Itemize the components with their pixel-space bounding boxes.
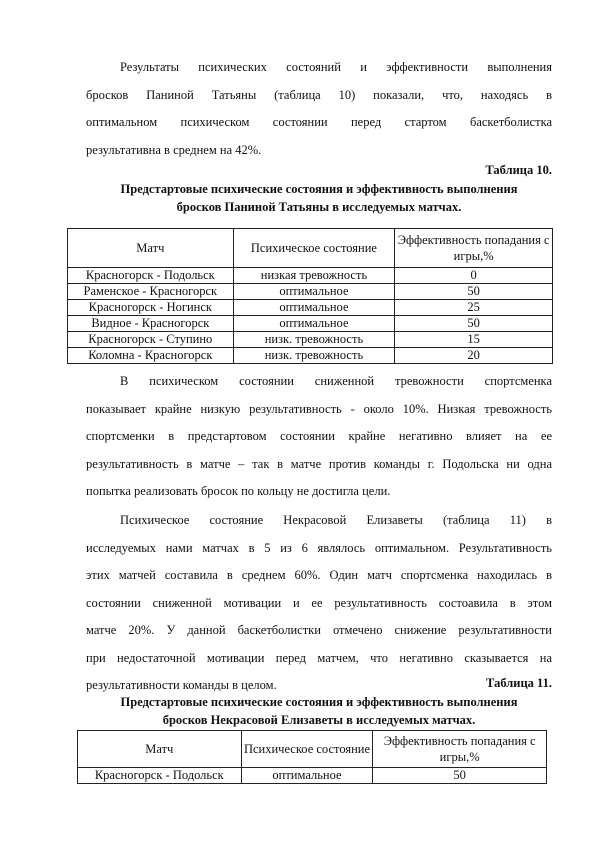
table-11-caption: Предстартовые психические состояния и эффективность выполнения бросков Некрасовой Елизаветы в исследуемых матчах.: [120, 695, 518, 727]
table-row: Красногорск - Ногинск оптимальное 25: [68, 300, 553, 316]
table-row: Видное - Красногорск оптимальное 50: [68, 316, 553, 332]
table-row: Коломна - Красногорск низк. тревожность 20: [68, 348, 553, 364]
table-10-label: Таблица 10.: [485, 163, 552, 177]
header-match: Матч: [78, 731, 242, 768]
table-11: [77, 730, 547, 784]
header-efficiency: Эффективность попадания с игры,%: [373, 731, 547, 768]
table-row: Красногорск - Подольск низкая тревожность 0: [68, 268, 553, 284]
table-11-label: Таблица 11.: [486, 676, 552, 690]
header-match: Матч: [68, 229, 234, 268]
table-row: Раменское - Красногорск оптимальное 50: [68, 284, 553, 300]
header-state: Психическое состояние: [233, 229, 395, 268]
table-header-row: [78, 731, 547, 768]
paragraph-1: Результаты психических состояний и эффективности выполнения бросков Паниной Татьяны (таблица 10) показали, что, находясь в оптимальном психическом состоянии перед стартом баскетболистка результативна в среднем на 42%.: [86, 60, 552, 157]
table-10-caption: Предстартовые психические состояния и эффективность выполнения бросков Паниной Татьяны в исследуемых матчах.: [120, 182, 518, 214]
paragraph-2: В психическом состоянии сниженной тревожности спортсменка показывает крайне низкую результативность - около 10%. Низкая тревожность спортсменки в предстартовом состоянии крайне негативно влияет на ее результативность в матче – так в матче против команды г. Подольска ни одна попытка реализовать бросок по кольцу не достигла цели.: [86, 374, 552, 498]
table-row: Красногорск - Подольск оптимальное 50: [78, 768, 547, 784]
header-state: Психическое состояние: [241, 731, 373, 768]
table-10: [67, 228, 553, 364]
table-header-row: [68, 229, 553, 268]
paragraph-3: Психическое состояние Некрасовой Елизаветы (таблица 11) в исследуемых нами матчах в 5 из 6 являлось оптимальном. Результативность этих матчей составила в среднем 60%. Один матч спортсменка находилась в состоянии сниженной мотивации и ее результативность состоавила в этом матче 20%. У данной баскетболистки отмечено снижение результативности при недостаточной мотивации перед матчем, что негативно сказывается на результативности команды в целом.: [86, 513, 552, 692]
table-row: Красногорск - Ступино низк. тревожность 15: [68, 332, 553, 348]
header-efficiency: Эффективность попадания с игры,%: [395, 229, 553, 268]
